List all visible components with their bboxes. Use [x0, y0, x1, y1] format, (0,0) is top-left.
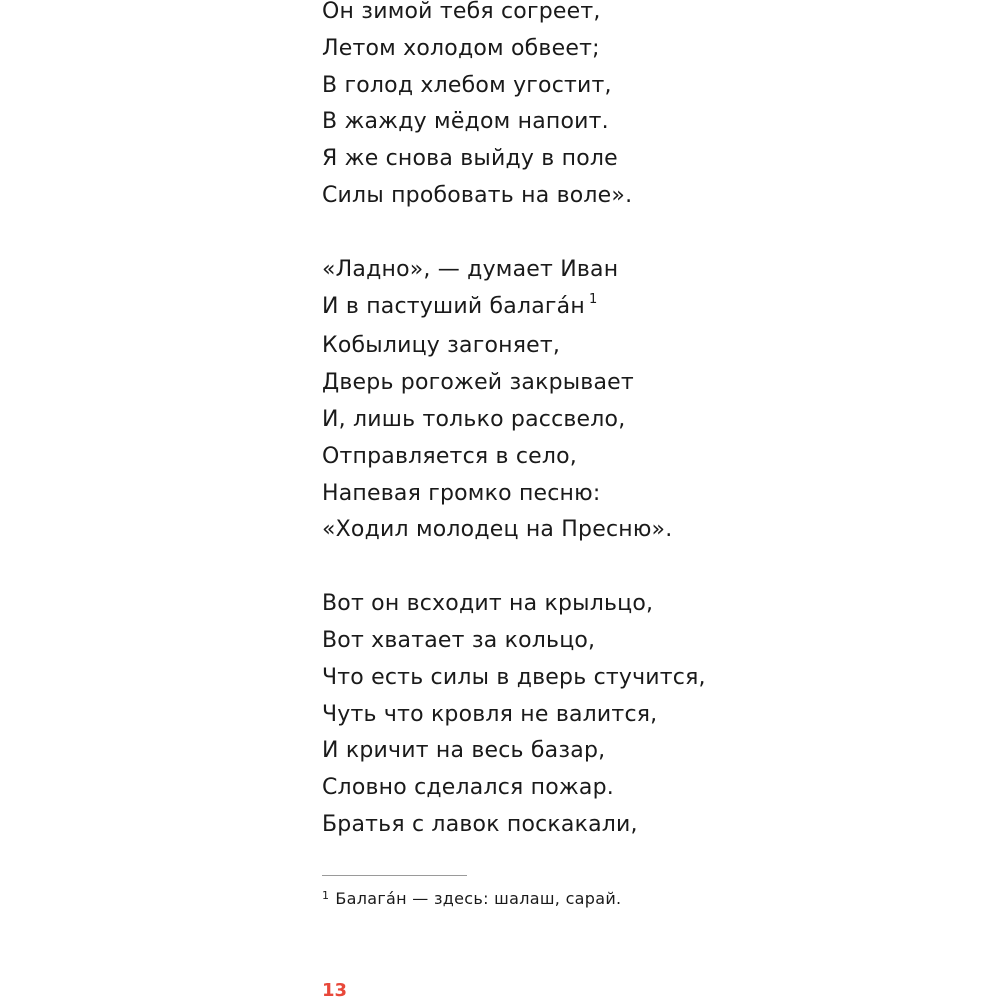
footnote-divider — [322, 875, 467, 876]
verse-line-text: И в пастуший балага́н — [322, 293, 585, 319]
verse-line: Напевая громко песню: — [322, 480, 601, 506]
verse-line: Чуть что кровля не валится, — [322, 701, 658, 727]
page-number: 13 — [322, 980, 348, 1001]
poem-body — [322, 0, 962, 881]
verse-line: Что есть силы в дверь стучится, — [322, 664, 706, 690]
verse-line: Силы пробовать на воле». — [322, 182, 633, 208]
verse-line: Словно сделался пожар. — [322, 775, 614, 801]
stanza-1 — [322, 0, 962, 215]
verse-line: Он зимой тебя согреет, — [322, 0, 601, 24]
verse-line: «Ходил молодец на Пресню». — [322, 517, 673, 543]
verse-line: И, лишь только рассвело, — [322, 406, 626, 432]
verse-line: Летом холодом обвеет; — [322, 35, 600, 61]
verse-line: Дверь рогожей закрывает — [322, 370, 634, 396]
verse-line: Я же снова выйду в поле — [322, 146, 618, 172]
verse-line: В жажду мёдом напоит. — [322, 109, 609, 135]
verse-line: «Ладно», — думает Иван — [322, 256, 619, 282]
verse-line: Братья с лавок поскакали, — [322, 811, 638, 837]
stanza-2 — [322, 252, 962, 549]
verse-line: Кобылицу загоняет, — [322, 333, 561, 359]
verse-line: Вот он всходит на крыльцо, — [322, 591, 654, 617]
verse-line-with-footnote — [322, 289, 962, 329]
stanza-3 — [322, 586, 962, 844]
footnote-marker: 1 — [322, 889, 330, 902]
footnote — [322, 888, 621, 912]
verse-line: В голод хлебом угостит, — [322, 72, 612, 98]
footnote-text: Балага́н — здесь: шалаш, сарай. — [335, 889, 622, 908]
verse-line: Вот хватает за кольцо, — [322, 627, 596, 653]
footnote-reference[interactable]: 1 — [588, 291, 598, 307]
verse-line: Отправляется в село, — [322, 443, 578, 469]
verse-line: И кричит на весь базар, — [322, 738, 606, 764]
